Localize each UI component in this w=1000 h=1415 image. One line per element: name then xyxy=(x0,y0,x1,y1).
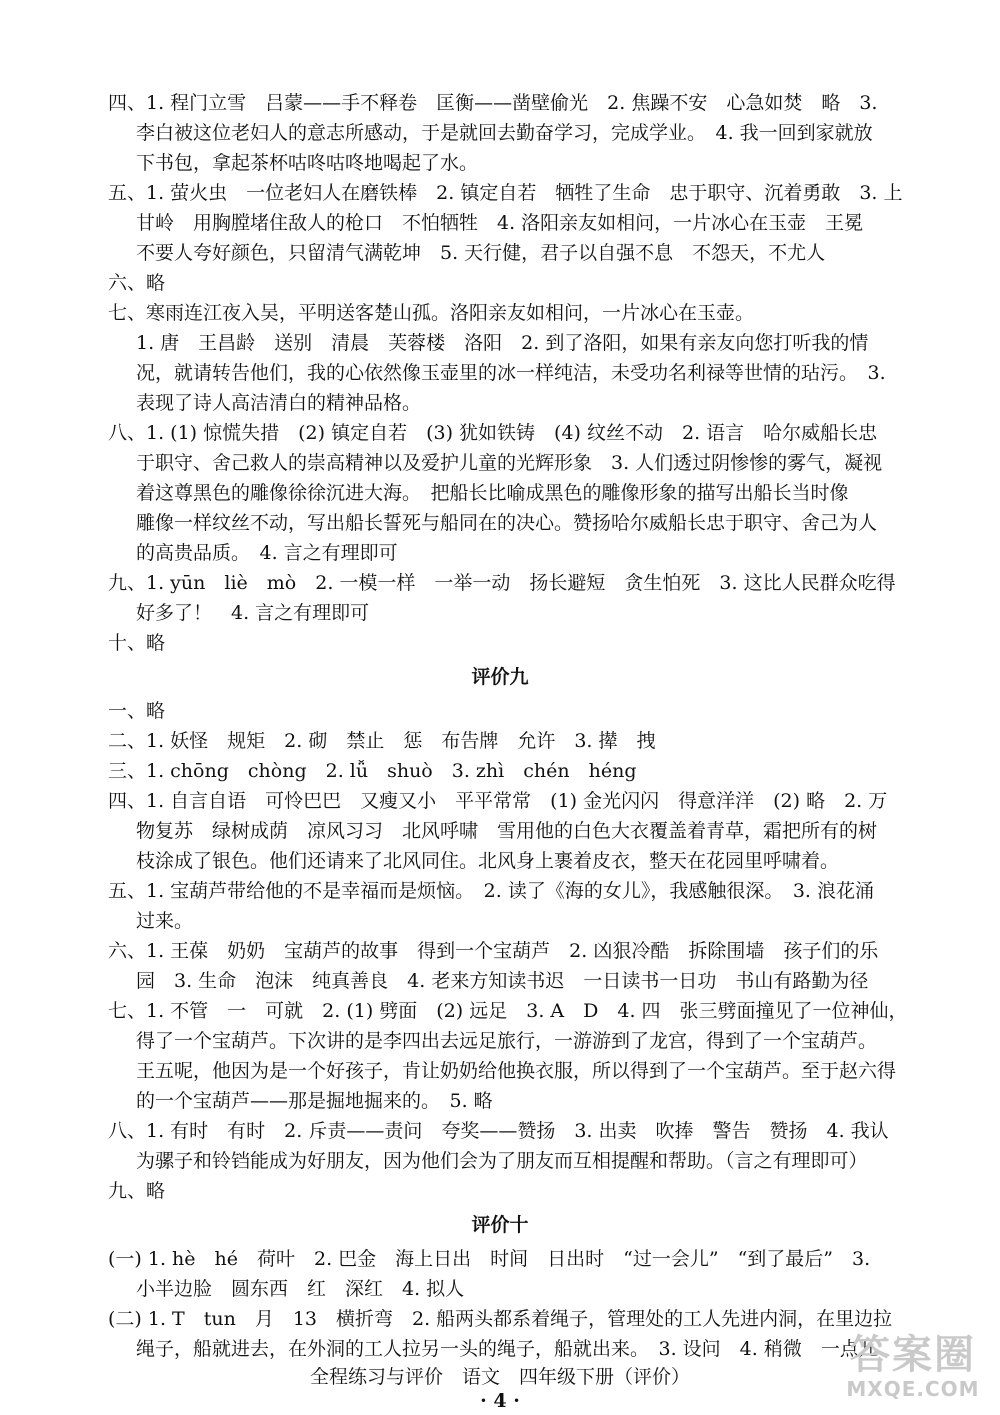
section-heading-evaluation-9: 评价九 xyxy=(471,666,529,688)
answer-line-7-cont: 1. 唐 王昌龄 送别 清晨 芙蓉楼 洛阳 2. 到了洛阳，如果有亲友向您打听我的情 xyxy=(136,332,869,354)
answer-line-part-1-cont: 小半边脸 圆东西 红 深红 4. 拟人 xyxy=(136,1278,465,1300)
answer-line-part-2-cont: 绳子，船就进去，在外洞的工人拉另一头的绳子，船就出来。 3. 设问 4. 稍微 一点儿 xyxy=(136,1338,878,1360)
answer-line-5-cont: 不要人夸好颜色，只留清气满乾坤 5. 天行健，君子以自强不息 不怨天，不尤人 xyxy=(136,242,826,264)
footer-book-title: 全程练习与评价 语文 四年级下册（评价） xyxy=(309,1366,690,1388)
answer-line-9-cont: 好多了！ 4. 言之有理即可 xyxy=(136,602,370,624)
answer-line-part-2: (二) 1. T tun 月 13 横折弯 2. 船两头都系着绳子，管理处的工人先进内洞，在里边拉 xyxy=(108,1308,893,1330)
answer-line-7-cont: 王五呢，他因为是一个好孩子，肯让奶奶给他换衣服，所以得到了一个宝葫芦。至于赵六得 xyxy=(136,1060,897,1082)
answer-line-2: 二、1. 妖怪 规矩 2. 砌 禁止 惩 布告牌 允许 3. 撵 拽 xyxy=(108,730,656,752)
answer-line-8: 八、1. 有时 有时 2. 斥责——责问 夸奖——赞扬 3. 出卖 吹捧 警告 赞扬 4. 我认 xyxy=(108,1120,889,1142)
answer-line-5-cont: 甘岭 用胸膛堵住敌人的枪口 不怕牺牲 4. 洛阳亲友如相问，一片冰心在玉壶 王冕 xyxy=(136,212,864,234)
watermark-logo xyxy=(838,1333,988,1405)
answer-line-3: 三、1. chōng chòng 2. lǚ shuò 3. zhì chén héng xyxy=(108,760,637,782)
answer-line-1: 一、略 xyxy=(108,700,166,722)
answer-line-5: 五、1. 萤火虫 一位老妇人在磨铁棒 2. 镇定自若 牺牲了生命 忠于职守、沉着勇敢 3. 上 xyxy=(108,182,903,204)
answer-line-6: 六、略 xyxy=(108,272,166,294)
answer-line-7: 七、寒雨连江夜入吴，平明送客楚山孤。洛阳亲友如相问，一片冰心在玉壶。 xyxy=(108,302,755,324)
answer-line-7-cont: 得了一个宝葫芦。下次讲的是李四出去远足旅行，一游游到了龙宫，得到了一个宝葫芦。 xyxy=(136,1030,878,1052)
answer-line-4-cont: 物复苏 绿树成荫 凉风习习 北风呼啸 雪用他的白色大衣覆盖着青草，霜把所有的树 xyxy=(136,820,878,842)
answer-line-8-cont: 为骡子和铃铛能成为好朋友，因为他们会为了朋友而互相提醒和帮助。（言之有理即可） xyxy=(136,1150,868,1172)
answer-line-5: 五、1. 宝葫芦带给他的不是幸福而是烦恼。 2. 读了《海的女儿》，我感触很深。 3. 浪花涌 xyxy=(108,880,875,902)
page-number: · 4 · xyxy=(480,1390,520,1412)
answer-line-6-cont: 园 3. 生命 泡沫 纯真善良 4. 老来方知读书迟 一日读书一日功 书山有路勤为径 xyxy=(136,970,869,992)
answer-line-7: 七、1. 不管 一 可就 2. (1) 劈面 (2) 远足 3. A D 4. 四 张三劈面撞见了一位神仙， xyxy=(108,1000,908,1022)
answer-line-4-cont: 下书包，拿起茶杯咕咚咕咚地喝起了水。 xyxy=(136,152,479,174)
answer-line-9: 九、略 xyxy=(108,1180,166,1202)
answer-line-8-cont: 雕像一样纹丝不动，写出船长誓死与船同在的决心。赞扬哈尔威船长忠于职守、舍己为人 xyxy=(136,512,878,534)
section-heading-evaluation-10: 评价十 xyxy=(471,1214,529,1236)
answer-line-7-cont: 的一个宝葫芦——那是掘地掘来的。 5. 略 xyxy=(136,1090,493,1112)
answer-line-4-cont: 枝涂成了银色。他们还请来了北风同住。北风身上裹着皮衣，整天在花园里呼啸着。 xyxy=(136,850,840,872)
answer-line-4: 四、1. 程门立雪 吕蒙——手不释卷 匡衡——凿壁偷光 2. 焦躁不安 心急如焚 略 3. xyxy=(108,92,878,114)
answer-line-10: 十、略 xyxy=(108,632,166,654)
answer-line-5-cont: 过来。 xyxy=(136,910,194,932)
answer-line-7-cont: 表现了诗人高洁清白的精神品格。 xyxy=(136,392,422,414)
answer-line-4: 四、1. 自言自语 可怜巴巴 又瘦又小 平平常常 (1) 金光闪闪 得意洋洋 (2) 略 2. 万 xyxy=(108,790,888,812)
answer-line-part-1: (一) 1. hè hé 荷叶 2. 巴金 海上日出 时间 日出时 “过一会儿” “到了最后” 3. xyxy=(108,1248,871,1270)
answer-line-4-cont: 李白被这位老妇人的意志所感动，于是就回去勤奋学习，完成学业。 4. 我一回到家就放 xyxy=(136,122,873,144)
watermark-url: MXQE.COM xyxy=(846,1377,980,1401)
answer-line-8-cont: 着这尊黑色的雕像徐徐沉进大海。 把船长比喻成黑色的雕像形象的描写出船长当时像 xyxy=(136,482,849,504)
answer-line-8-cont: 的高贵品质。 4. 言之有理即可 xyxy=(136,542,398,564)
answer-line-6: 六、1. 王葆 奶奶 宝葫芦的故事 得到一个宝葫芦 2. 凶狠冷酷 拆除围墙 孩子们的乐 xyxy=(108,940,879,962)
answer-line-8: 八、1. (1) 惊慌失措 (2) 镇定自若 (3) 犹如铁铸 (4) 纹丝不动 2. 语言 哈尔威船长忠 xyxy=(108,422,878,444)
answer-line-7-cont: 况，就请转告他们，我的心依然像玉壶里的冰一样纯洁，未受功名利禄等世情的玷污。 3. xyxy=(136,362,886,384)
answer-line-8-cont: 于职守、舍己救人的崇高精神以及爱护儿童的光辉形象 3. 人们透过阴惨惨的雾气，凝视 xyxy=(136,452,883,474)
watermark-logo-text: 答案圈 xyxy=(850,1332,976,1378)
answer-line-9: 九、1. yūn liè mò 2. 一模一样 一举一动 扬长避短 贪生怕死 3. 这比人民群众吃得 xyxy=(108,572,896,594)
